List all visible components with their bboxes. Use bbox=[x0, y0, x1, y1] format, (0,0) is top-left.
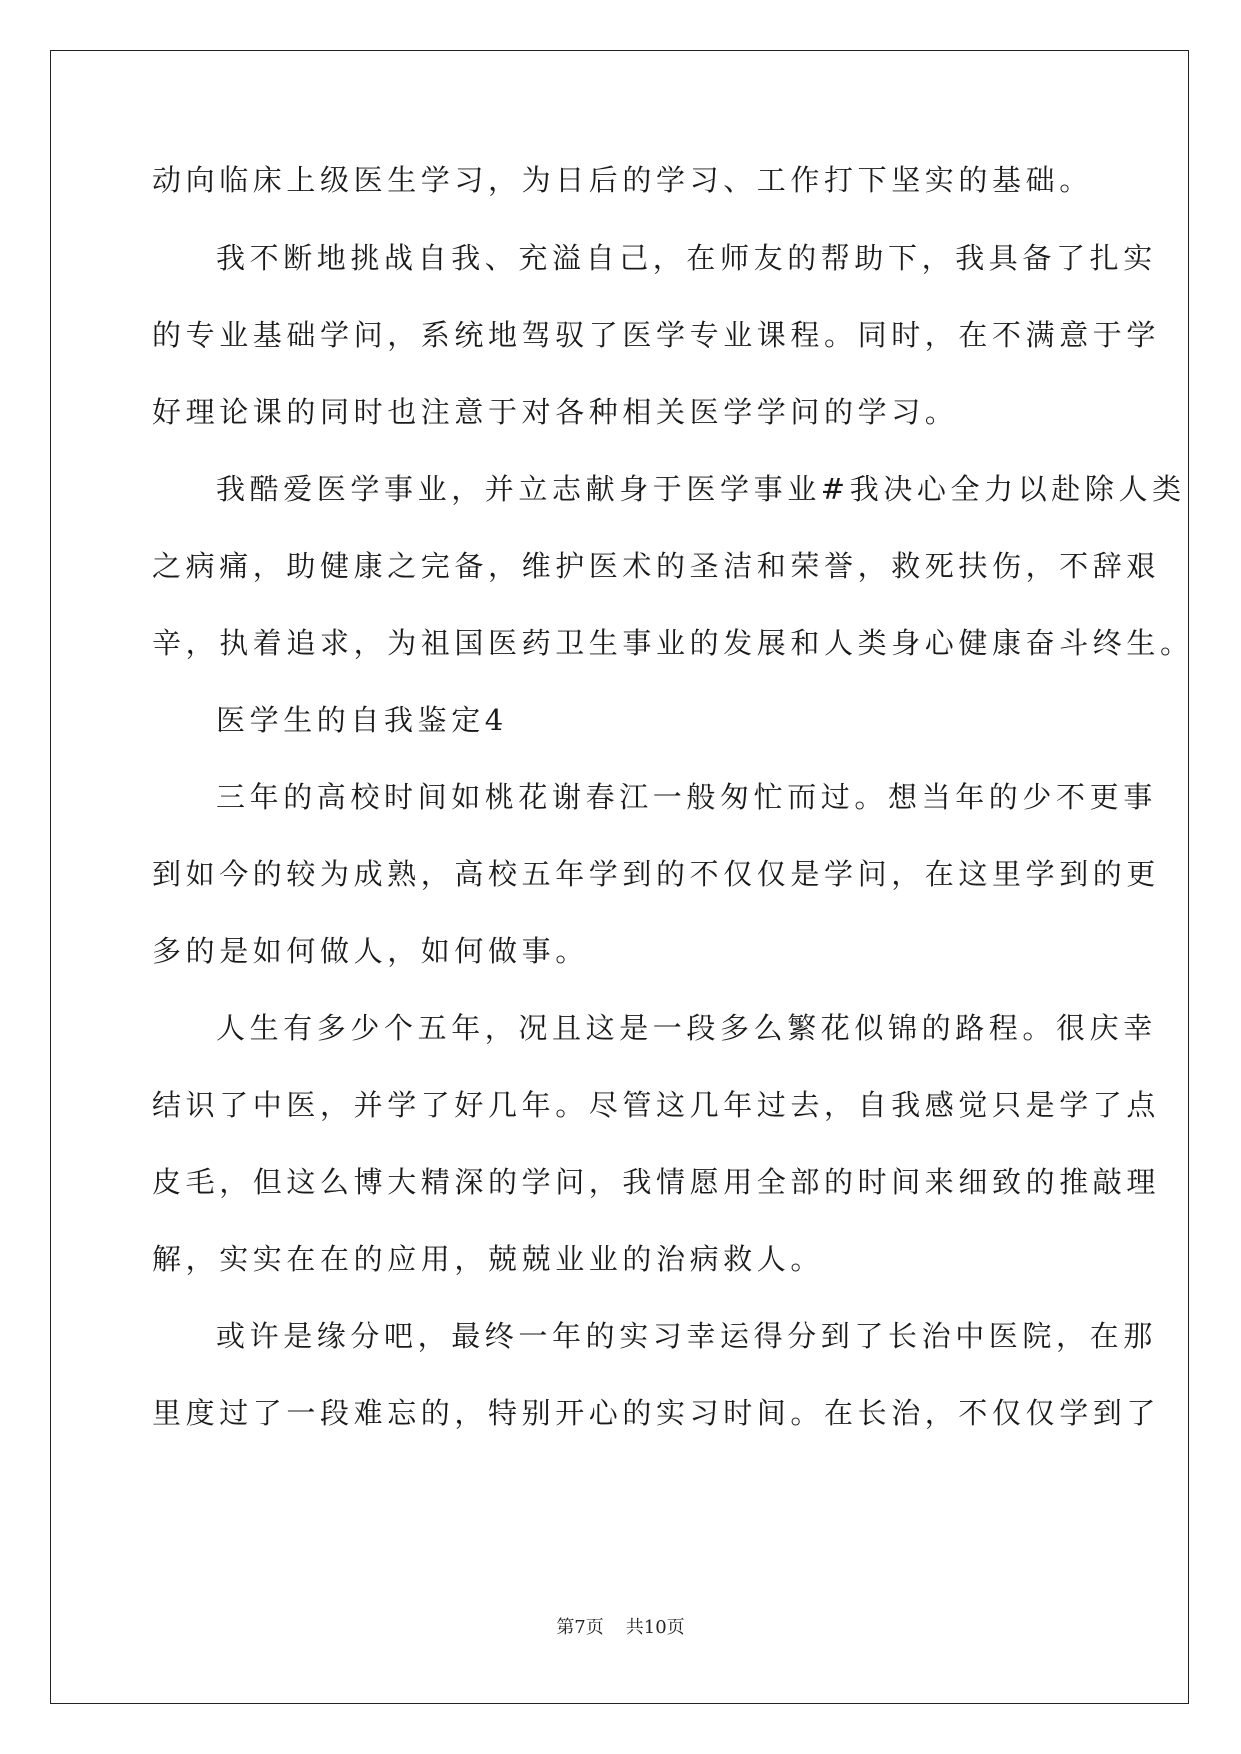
text-line: 好理论课的同时也注意于对各种相关医学学问的学习。 bbox=[152, 395, 959, 429]
page-footer bbox=[0, 1616, 1241, 1640]
paragraph-start-line: 我不断地挑战自我、充溢自己，在师友的帮助下，我具备了扎实 bbox=[216, 241, 1157, 275]
paragraph-start-line: 或许是缘分吧，最终一年的实习幸运得分到了长治中医院，在那 bbox=[216, 1319, 1157, 1353]
paragraph-start-line: 三年的高校时间如桃花谢春江一般匆忙而过。想当年的少不更事 bbox=[216, 780, 1157, 814]
page-number-total: 共10页 bbox=[625, 1617, 685, 1638]
page-number-current: 第7页 bbox=[556, 1617, 604, 1638]
text-line: 多的是如何做人，如何做事。 bbox=[152, 934, 589, 968]
paragraph-start-line: 我酷爱医学事业，并立志献身于医学事业#我决心全力以赴除人类 bbox=[216, 472, 1186, 506]
text-line: 结识了中医，并学了好几年。尽管这几年过去，自我感觉只是学了点 bbox=[152, 1088, 1161, 1122]
text-line: 辛，执着追求，为祖国医药卫生事业的发展和人类身心健康奋斗终生。 bbox=[152, 626, 1194, 660]
text-line: 皮毛，但这么博大精深的学问，我情愿用全部的时间来细致的推敲理 bbox=[152, 1165, 1161, 1199]
text-line: 解，实实在在的应用，兢兢业业的治病救人。 bbox=[152, 1242, 825, 1276]
paragraph-start-line: 人生有多少个五年，况且这是一段多么繁花似锦的路程。很庆幸 bbox=[216, 1011, 1157, 1045]
text-line: 里度过了一段难忘的，特别开心的实习时间。在长治，不仅仅学到了 bbox=[152, 1396, 1161, 1430]
text-line: 动向临床上级医生学习，为日后的学习、工作打下坚实的基础。 bbox=[152, 163, 1093, 197]
section-heading: 医学生的自我鉴定4 bbox=[216, 703, 508, 737]
text-line: 到如今的较为成熟，高校五年学到的不仅仅是学问，在这里学到的更 bbox=[152, 857, 1161, 891]
text-line: 的专业基础学问，系统地驾驭了医学专业课程。同时，在不满意于学 bbox=[152, 318, 1161, 352]
text-line: 之病痛，助健康之完备，维护医术的圣洁和荣誉，救死扶伤，不辞艰 bbox=[152, 549, 1161, 583]
